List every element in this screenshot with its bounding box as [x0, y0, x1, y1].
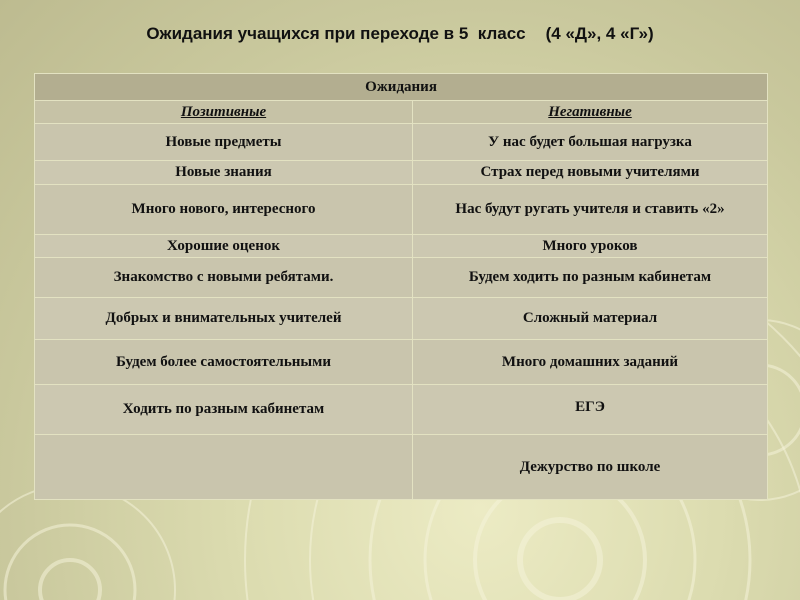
- table-row: [35, 298, 768, 340]
- table-row: [35, 161, 768, 185]
- table-row: [35, 185, 768, 235]
- cell-positive: Добрых и внимательных учителей: [35, 298, 413, 340]
- slide-title: [0, 24, 800, 44]
- table-row: [35, 124, 768, 161]
- cell-positive: Хорошие оценок: [35, 235, 413, 258]
- cell-positive: [35, 435, 413, 500]
- expectations-table: [34, 73, 768, 500]
- cell-positive: Знакомство с новыми ребятами.: [35, 258, 413, 298]
- cell-negative: Нас будут ругать учителя и ставить «2»: [413, 185, 768, 235]
- column-header-negative: Негативные: [413, 101, 768, 124]
- cell-negative: Много домашних заданий: [413, 340, 768, 385]
- cell-negative: ЕГЭ: [413, 385, 768, 435]
- cell-positive: Новые знания: [35, 161, 413, 185]
- cell-negative: Много уроков: [413, 235, 768, 258]
- cell-negative: Дежурство по школе: [413, 435, 768, 500]
- cell-negative: Будем ходить по разным кабинетам: [413, 258, 768, 298]
- cell-positive: Много нового, интересного: [35, 185, 413, 235]
- table-row: [35, 340, 768, 385]
- table-subheader-row: [35, 101, 768, 124]
- title-main: Ожидания учащихся при переходе в 5 класс: [146, 24, 526, 43]
- table-row: [35, 435, 768, 500]
- table-header: Ожидания: [35, 74, 768, 101]
- cell-negative: Страх перед новыми учителями: [413, 161, 768, 185]
- cell-negative: Сложный материал: [413, 298, 768, 340]
- table-row: [35, 385, 768, 435]
- cell-positive: Ходить по разным кабинетам: [35, 385, 413, 435]
- cell-positive: Новые предметы: [35, 124, 413, 161]
- table-row: [35, 235, 768, 258]
- cell-negative: У нас будет большая нагрузка: [413, 124, 768, 161]
- table-header-row: [35, 74, 768, 101]
- cell-positive: Будем более самостоятельными: [35, 340, 413, 385]
- table-row: [35, 258, 768, 298]
- column-header-positive: Позитивные: [35, 101, 413, 124]
- title-classes: (4 «Д», 4 «Г»): [545, 24, 654, 43]
